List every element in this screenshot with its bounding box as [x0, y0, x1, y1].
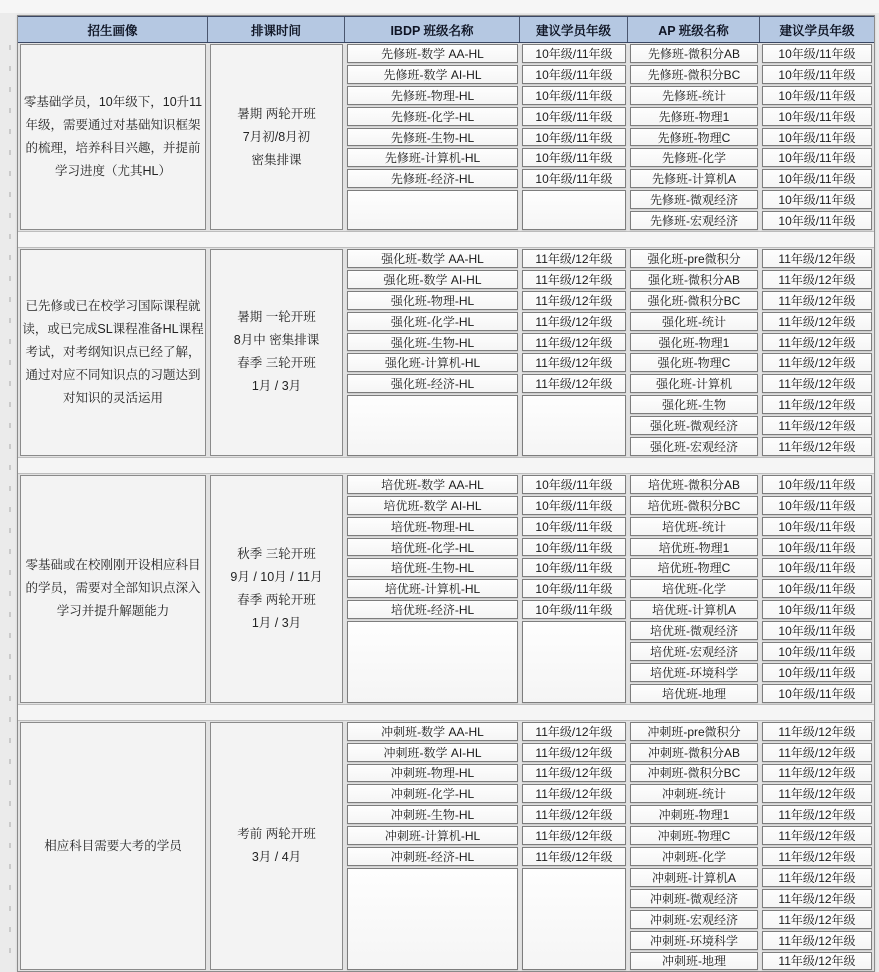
ibdp-class-cell: 培优班-生物-HL — [347, 558, 518, 577]
ap-class-cell: 冲刺班-计算机A — [630, 868, 758, 887]
ibdp-grade-cell: 10年级/11年级 — [522, 107, 626, 126]
ap-class-cell: 冲刺班-物理1 — [630, 805, 758, 824]
ibdp-grade-cell: 10年级/11年级 — [522, 579, 626, 598]
ibdp-grade-cell: 11年级/12年级 — [522, 353, 626, 372]
ap-grade-cell: 10年级/11年级 — [762, 107, 872, 126]
ap-grade-cell: 11年级/12年级 — [762, 312, 872, 331]
ibdp-class-cell: 冲刺班-化学-HL — [347, 784, 518, 803]
schedule-line: 春季 三轮开班 — [237, 356, 316, 371]
ap-grade-cell: 10年级/11年级 — [762, 86, 872, 105]
ap-grade-cell: 10年级/11年级 — [762, 475, 872, 494]
ap-grade-cell: 11年级/12年级 — [762, 416, 872, 435]
schedule-line: 考前 两轮开班 — [237, 827, 316, 842]
table-body — [18, 43, 874, 971]
ibdp-grade-empty-cell — [522, 395, 626, 456]
ap-class-cell: 强化班-物理1 — [630, 333, 758, 352]
schedule-line: 7月初/8月初 — [242, 129, 311, 144]
schedule-line: 9月 / 10月 / 11月 — [230, 569, 323, 584]
profile-cell — [20, 44, 206, 230]
group-separator — [18, 704, 874, 721]
ap-grade-cell: 11年级/12年级 — [762, 270, 872, 289]
ap-grade-cell: 10年级/11年级 — [762, 517, 872, 536]
ibdp-class-cell: 培优班-数学 AA-HL — [347, 475, 518, 494]
ap-class-cell: 先修班-微积分AB — [630, 44, 758, 63]
schedule-cell — [210, 722, 343, 971]
ibdp-class-cell: 强化班-化学-HL — [347, 312, 518, 331]
ibdp-grade-cell: 10年级/11年级 — [522, 538, 626, 557]
ap-class-cell: 强化班-物理C — [630, 353, 758, 372]
schedule-line: 8月中 密集排课 — [233, 333, 320, 348]
ibdp-class-empty-cell — [347, 395, 518, 456]
ibdp-grade-cell: 11年级/12年级 — [522, 291, 626, 310]
profile-line: 通过对应不同知识点的习题达到 — [25, 367, 201, 382]
ibdp-class-cell: 强化班-计算机-HL — [347, 353, 518, 372]
ap-class-cell: 先修班-统计 — [630, 86, 758, 105]
ibdp-grade-cell: 11年级/12年级 — [522, 784, 626, 803]
ap-class-cell: 强化班-生物 — [630, 395, 758, 414]
ap-grade-cell: 11年级/12年级 — [762, 374, 872, 393]
ibdp-grade-cell: 10年级/11年级 — [522, 558, 626, 577]
ap-grade-cell: 11年级/12年级 — [762, 722, 872, 741]
profile-line: 的学员，需要对全部知识点深入 — [25, 581, 201, 596]
ap-class-cell: 冲刺班-地理 — [630, 952, 758, 971]
ap-class-cell: 冲刺班-统计 — [630, 784, 758, 803]
schedule-line: 3月 / 4月 — [251, 850, 302, 865]
ap-class-cell: 冲刺班-物理C — [630, 826, 758, 845]
ibdp-class-cell: 培优班-经济-HL — [347, 600, 518, 619]
ap-grade-cell: 11年级/12年级 — [762, 931, 872, 950]
student-group-4 — [18, 721, 874, 972]
ap-class-cell: 培优班-微积分AB — [630, 475, 758, 494]
ap-grade-cell: 10年级/11年级 — [762, 128, 872, 147]
ibdp-grade-cell: 10年级/11年级 — [522, 65, 626, 84]
ibdp-grade-cell: 10年级/11年级 — [522, 169, 626, 188]
ap-grade-cell: 11年级/12年级 — [762, 847, 872, 866]
ibdp-class-cell: 强化班-物理-HL — [347, 291, 518, 310]
ibdp-class-cell: 先修班-经济-HL — [347, 169, 518, 188]
ap-grade-cell: 11年级/12年级 — [762, 333, 872, 352]
ap-class-cell: 冲刺班-化学 — [630, 847, 758, 866]
ap-class-cell: 冲刺班-微积分BC — [630, 764, 758, 783]
ibdp-grade-cell: 11年级/12年级 — [522, 826, 626, 845]
ap-class-cell: 冲刺班-pre微积分 — [630, 722, 758, 741]
ap-grade-cell: 10年级/11年级 — [762, 190, 872, 209]
ap-class-cell: 强化班-微积分BC — [630, 291, 758, 310]
header-cell-schedule-time: 排课时间 — [208, 17, 345, 42]
group-separator — [18, 231, 874, 248]
ap-grade-cell: 11年级/12年级 — [762, 889, 872, 908]
ibdp-grade-cell: 11年级/12年级 — [522, 333, 626, 352]
ibdp-class-cell: 强化班-数学 AI-HL — [347, 270, 518, 289]
ibdp-grade-empty-cell — [522, 621, 626, 703]
ap-class-cell: 培优班-计算机A — [630, 600, 758, 619]
page-top-strip — [0, 0, 879, 13]
ibdp-class-cell: 冲刺班-生物-HL — [347, 805, 518, 824]
ibdp-grade-cell: 11年级/12年级 — [522, 743, 626, 762]
ibdp-grade-cell: 11年级/12年级 — [522, 805, 626, 824]
ibdp-class-cell: 先修班-数学 AI-HL — [347, 65, 518, 84]
ibdp-class-cell: 冲刺班-计算机-HL — [347, 826, 518, 845]
profile-line: 零基础学员，10年级下，10升11 — [23, 95, 203, 109]
schedule-cell — [210, 249, 343, 456]
profile-line: 年级，需要通过对基础知识框架 — [25, 118, 201, 132]
student-group-3 — [18, 474, 874, 704]
ap-class-cell: 强化班-统计 — [630, 312, 758, 331]
ap-class-cell: 冲刺班-宏观经济 — [630, 910, 758, 929]
ibdp-grade-cell: 10年级/11年级 — [522, 496, 626, 515]
ap-class-cell: 强化班-微观经济 — [630, 416, 758, 435]
ap-grade-cell: 11年级/12年级 — [762, 826, 872, 845]
profile-line: 学习进度（尤其HL） — [55, 164, 171, 178]
schedule-cell — [210, 44, 343, 230]
ibdp-class-empty-cell — [347, 868, 518, 970]
ibdp-grade-cell: 11年级/12年级 — [522, 722, 626, 741]
profile-line: 的梳理，培养科目兴趣，并提前 — [25, 141, 201, 155]
ap-grade-cell: 10年级/11年级 — [762, 558, 872, 577]
ibdp-class-cell: 强化班-经济-HL — [347, 374, 518, 393]
schedule-line: 秋季 三轮开班 — [237, 546, 316, 561]
ibdp-grade-cell: 10年级/11年级 — [522, 517, 626, 536]
ibdp-grade-cell: 10年级/11年级 — [522, 128, 626, 147]
profile-cell — [20, 249, 206, 456]
ibdp-grade-cell: 10年级/11年级 — [522, 86, 626, 105]
ibdp-class-cell: 先修班-化学-HL — [347, 107, 518, 126]
ap-grade-cell: 11年级/12年级 — [762, 291, 872, 310]
table-header-row — [18, 16, 874, 43]
ibdp-grade-cell: 11年级/12年级 — [522, 249, 626, 268]
ibdp-grade-cell: 10年级/11年级 — [522, 600, 626, 619]
ibdp-class-cell: 培优班-物理-HL — [347, 517, 518, 536]
ap-grade-cell: 11年级/12年级 — [762, 249, 872, 268]
ap-class-cell: 培优班-化学 — [630, 579, 758, 598]
ap-grade-cell: 11年级/12年级 — [762, 743, 872, 762]
ap-grade-cell: 10年级/11年级 — [762, 663, 872, 682]
schedule-line: 暑期 一轮开班 — [237, 310, 316, 325]
profile-line: 对知识的灵活运用 — [62, 390, 163, 405]
header-cell-ibdp-suggested-grade: 建议学员年级 — [520, 17, 628, 42]
ap-grade-cell: 10年级/11年级 — [762, 579, 872, 598]
ap-grade-cell: 10年级/11年级 — [762, 44, 872, 63]
ap-grade-cell: 10年级/11年级 — [762, 600, 872, 619]
ap-grade-cell: 11年级/12年级 — [762, 395, 872, 414]
ap-class-cell: 强化班-pre微积分 — [630, 249, 758, 268]
ap-grade-cell: 11年级/12年级 — [762, 353, 872, 372]
ap-class-cell: 强化班-计算机 — [630, 374, 758, 393]
ap-class-cell: 冲刺班-微积分AB — [630, 743, 758, 762]
ap-class-cell: 先修班-化学 — [630, 148, 758, 167]
ibdp-class-cell: 先修班-计算机-HL — [347, 148, 518, 167]
ap-grade-cell: 10年级/11年级 — [762, 538, 872, 557]
ibdp-class-cell: 冲刺班-数学 AA-HL — [347, 722, 518, 741]
ap-grade-cell: 11年级/12年级 — [762, 437, 872, 456]
ap-class-cell: 先修班-微观经济 — [630, 190, 758, 209]
ap-class-cell: 培优班-微观经济 — [630, 621, 758, 640]
ap-class-cell: 先修班-物理1 — [630, 107, 758, 126]
course-schedule-table — [17, 15, 875, 972]
ibdp-class-empty-cell — [347, 621, 518, 703]
ibdp-class-cell: 冲刺班-经济-HL — [347, 847, 518, 866]
ap-class-cell: 冲刺班-微观经济 — [630, 889, 758, 908]
ap-grade-cell: 11年级/12年级 — [762, 952, 872, 971]
ap-grade-cell: 11年级/12年级 — [762, 784, 872, 803]
ibdp-class-cell: 先修班-物理-HL — [347, 86, 518, 105]
ap-grade-cell: 10年级/11年级 — [762, 211, 872, 230]
ap-class-cell: 培优班-环境科学 — [630, 663, 758, 682]
ap-class-cell: 先修班-微积分BC — [630, 65, 758, 84]
group-separator — [18, 457, 874, 474]
schedule-line: 春季 两轮开班 — [237, 592, 316, 607]
ibdp-grade-cell: 11年级/12年级 — [522, 374, 626, 393]
ap-class-cell: 强化班-微积分AB — [630, 270, 758, 289]
ap-grade-cell: 10年级/11年级 — [762, 621, 872, 640]
ibdp-class-cell: 先修班-数学 AA-HL — [347, 44, 518, 63]
ap-class-cell: 培优班-统计 — [630, 517, 758, 536]
ibdp-grade-cell: 11年级/12年级 — [522, 764, 626, 783]
ap-class-cell: 强化班-宏观经济 — [630, 437, 758, 456]
schedule-cell — [210, 475, 343, 703]
ap-grade-cell: 11年级/12年级 — [762, 805, 872, 824]
schedule-line: 密集排课 — [251, 152, 302, 167]
ibdp-class-cell: 先修班-生物-HL — [347, 128, 518, 147]
ap-grade-cell: 10年级/11年级 — [762, 642, 872, 661]
ibdp-class-cell: 培优班-计算机-HL — [347, 579, 518, 598]
ap-class-cell: 培优班-宏观经济 — [630, 642, 758, 661]
ap-grade-cell: 11年级/12年级 — [762, 764, 872, 783]
schedule-line: 暑期 两轮开班 — [237, 106, 316, 121]
ibdp-grade-empty-cell — [522, 868, 626, 970]
profile-line: 读，或已完成SL课程准备HL课程 — [22, 321, 204, 336]
profile-cell — [20, 722, 206, 971]
profile-cell — [20, 475, 206, 703]
ap-class-cell: 培优班-物理1 — [630, 538, 758, 557]
ibdp-class-empty-cell — [347, 190, 518, 230]
header-cell-ap-suggested-grade: 建议学员年级 — [779, 23, 855, 38]
ap-grade-cell: 10年级/11年级 — [762, 65, 872, 84]
ap-grade-cell: 11年级/12年级 — [762, 910, 872, 929]
ibdp-class-cell: 冲刺班-数学 AI-HL — [347, 743, 518, 762]
header-cell-ap-class-name: AP 班级名称 — [628, 17, 760, 42]
ap-grade-cell: 10年级/11年级 — [762, 148, 872, 167]
student-group-2 — [18, 248, 874, 457]
ap-class-cell: 培优班-微积分BC — [630, 496, 758, 515]
schedule-line: 1月 / 3月 — [251, 379, 302, 394]
ap-class-cell: 先修班-物理C — [630, 128, 758, 147]
ap-grade-cell: 10年级/11年级 — [762, 684, 872, 703]
profile-line: 学习并提升解题能力 — [56, 604, 170, 619]
student-group-1 — [18, 43, 874, 231]
ibdp-grade-cell: 11年级/12年级 — [522, 312, 626, 331]
header-cell-ibdp-class-name: IBDP 班级名称 — [345, 17, 520, 42]
profile-line: 已先修或已在校学习国际课程就 — [25, 298, 201, 313]
ap-grade-cell: 10年级/11年级 — [762, 496, 872, 515]
profile-line: 零基础或在校刚刚开设相应科目 — [25, 558, 201, 573]
ibdp-grade-empty-cell — [522, 190, 626, 230]
ibdp-grade-cell: 10年级/11年级 — [522, 44, 626, 63]
ibdp-grade-cell: 11年级/12年级 — [522, 847, 626, 866]
profile-line: 相应科目需要大考的学员 — [44, 838, 182, 853]
ap-class-cell: 先修班-计算机A — [630, 169, 758, 188]
ibdp-class-cell: 强化班-生物-HL — [347, 333, 518, 352]
ap-grade-cell: 10年级/11年级 — [762, 169, 872, 188]
schedule-line: 1月 / 3月 — [251, 615, 302, 630]
ibdp-grade-cell: 10年级/11年级 — [522, 475, 626, 494]
profile-line: 考试，对考纲知识点已经了解， — [25, 344, 201, 359]
header-cell-recruit-profile: 招生画像 — [18, 17, 208, 42]
ap-class-cell: 冲刺班-环境科学 — [630, 931, 758, 950]
row-guide-ticks — [9, 45, 11, 960]
ibdp-class-cell: 强化班-数学 AA-HL — [347, 249, 518, 268]
ibdp-class-cell: 培优班-化学-HL — [347, 538, 518, 557]
ap-class-cell: 培优班-地理 — [630, 684, 758, 703]
ibdp-class-cell: 培优班-数学 AI-HL — [347, 496, 518, 515]
ibdp-class-cell: 冲刺班-物理-HL — [347, 764, 518, 783]
ap-grade-cell: 11年级/12年级 — [762, 868, 872, 887]
ap-class-cell: 先修班-宏观经济 — [630, 211, 758, 230]
ibdp-grade-cell: 11年级/12年级 — [522, 270, 626, 289]
ibdp-grade-cell: 10年级/11年级 — [522, 148, 626, 167]
ap-class-cell: 培优班-物理C — [630, 558, 758, 577]
